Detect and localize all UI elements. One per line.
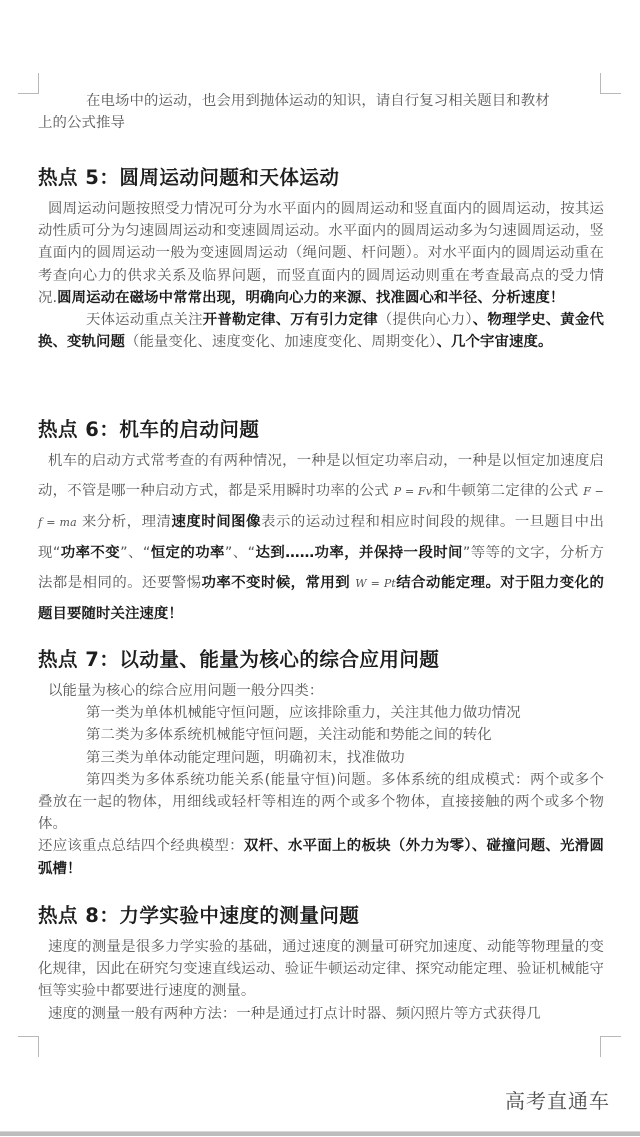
section-6-title: 热点 6：机车的启动问题: [38, 418, 260, 441]
emphasis-text: 、物理学史、黄金代换、变轨问题: [38, 312, 604, 351]
section-5-paragraph-2: [38, 309, 604, 353]
section-5-paragraph-1: [38, 198, 604, 309]
text: （提供向心力）: [377, 312, 473, 329]
section-8-paragraph-1: 速度的测量是很多力学实验的基础，通过速度的测量可研究加速度、动能等物理量的变化规律，因此在研究匀变速直线运动、验证牛顿运动定律、探究动能定理、验证机械能守恒等实验中都要进行速度的测量。: [38, 939, 604, 1000]
emphasis-text: 圆周运动在磁场中常常出现，明确向心力的来源、找准圆心和半径、分析速度！: [57, 289, 565, 306]
list-item: 第三类为单体动能定理问题，明确初末，找准做功: [86, 749, 405, 766]
intro-line-1: 在电场中的运动，也会用到抛体运动的知识，请自行复习相关题目和教材: [86, 93, 550, 109]
text: 和牛顿第二定律的公式: [432, 483, 579, 499]
list-item: 第一类为单体机械能守恒问题，应该排除重力，关注其他力做功情况: [86, 705, 521, 722]
intro-paragraph: [38, 90, 604, 134]
emphasis-text: 双杆、水平面上的板块（外力为零）、碰撞问题、光滑圆弧槽！: [38, 838, 604, 877]
page-corner-mark-top-left: [18, 73, 39, 94]
emphasis-text: 达到……功率，并保持一段时间: [255, 545, 463, 561]
section-7-summary: [38, 835, 604, 879]
text: 表示的运动过程和相应时间段的规律。一旦题目中出现“: [38, 514, 604, 561]
emphasis-text: 功率不变时候，常用到: [201, 575, 351, 591]
emphasis-text: 恒定的功率: [150, 545, 225, 561]
intro-line-2: 上的公式推导: [38, 115, 125, 132]
list-item: 第四类为多体系统功能关系(能量守恒)问题。多体系统的组成模式：两个或多个叠放在一起的物体，用细线或轻杆等相连的两个或多个物体，直接接触的两个或多个物体。: [38, 771, 604, 833]
text: 还应该重点总结四个经典模型：: [38, 838, 244, 855]
page-corner-mark-bottom-right: [600, 1036, 621, 1057]
text: 机车的启动方式常考查的有两种情况，一种是以恒定功率启动，一种是以恒定加速度启动，不管是哪一种启动方式，都是采用瞬时功率的公式: [38, 453, 604, 499]
section-5-title: 热点 5：圆周运动问题和天体运动: [38, 166, 340, 189]
text: 圆周运动问题按照受力情况可分为水平面内的圆周运动和竖直面内的圆周运动，按其运动性质可分为匀速圆周运动和变速圆周运动。水平面内的圆周运动多为匀速圆周运动，竖直面内的圆周运动一般为变速圆周运动（绳问题、杆问题）。对水平面内的圆周运动重在考查向心力的供求关系及临界问题，而竖直面内的圆周运动则重在考查最高点的受力情况.: [38, 201, 604, 306]
section-7-title: 热点 7：以动量、能量为核心的综合应用问题: [38, 648, 440, 671]
section-6-paragraph: [38, 446, 604, 629]
section-7-intro: 以能量为核心的综合应用问题一般分四类：: [48, 683, 324, 699]
text: ”、“: [120, 545, 151, 561]
text: 天体运动重点关注: [86, 312, 203, 329]
list-item: 第二类为多体系统机械能守恒问题，关注动能和势能之间的转化: [86, 727, 492, 744]
emphasis-text: 结合动能定理。对于阻力变化的题目要随时关注速度！: [38, 575, 604, 622]
page-corner-mark-bottom-left: [18, 1036, 39, 1057]
text: （能量变化、速度变化、加速度变化、周期变化）: [124, 334, 437, 351]
section-8-paragraph-2: 速度的测量一般有两种方法：一种是通过打点计时器、频闪照片等方式获得几: [48, 1005, 541, 1022]
emphasis-text: 功率不变: [60, 545, 121, 561]
formula: P = Fv: [393, 485, 433, 498]
section-8: [38, 902, 604, 1025]
emphasis-text: 、几个宇宙速度。: [436, 334, 553, 351]
formula: F − f = ma: [38, 485, 604, 529]
text: ”等等的文字，分析方法都是相同的。还要警惕: [38, 545, 604, 591]
bottom-divider: [0, 1131, 640, 1136]
emphasis-text: 速度时间图像: [171, 514, 262, 530]
emphasis-text: 开普勒定律、万有引力定律: [202, 312, 378, 329]
watermark-brand: 高考直通车: [505, 1089, 610, 1113]
formula: W = Pt: [355, 577, 396, 590]
section-6: [38, 416, 604, 629]
text: ”、“: [224, 545, 256, 561]
section-7: [38, 646, 604, 880]
section-8-title: 热点 8：力学实验中速度的测量问题: [38, 904, 360, 927]
section-5: [38, 164, 604, 353]
text: 来分析，理清: [81, 514, 172, 530]
